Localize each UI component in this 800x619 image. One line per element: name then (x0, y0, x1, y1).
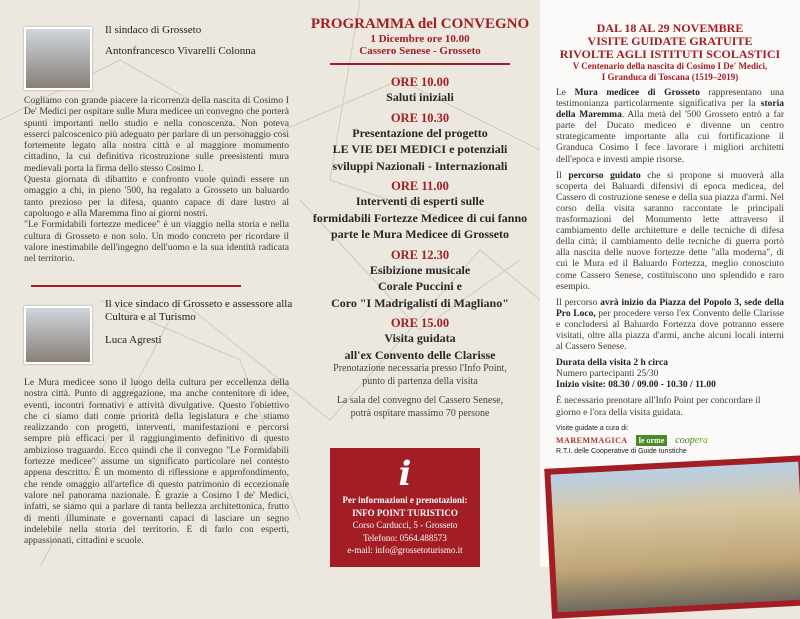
program-item (305, 75, 535, 106)
info-icon: i (398, 454, 412, 494)
program-title: PROGRAMMA del CONVEGNO (310, 16, 530, 32)
mayor-role: Il sindaco di Grosseto (105, 24, 202, 36)
program-time: ORE 10.30 (390, 110, 450, 125)
program-date: 1 Dicembre ore 10.00 (370, 33, 470, 45)
program-line: Corale Puccini e (378, 279, 462, 293)
program-list (305, 70, 535, 420)
program-line: Saluti iniziali (386, 90, 454, 104)
info-box (330, 448, 480, 567)
program-line: all'ex Convento delle Clarisse (344, 347, 496, 362)
capacity-note: potrà ospitare massimo 70 persone (350, 407, 490, 419)
maremmagica-logo: MAREMMAGICA (556, 435, 628, 445)
tour-paragraph: Il percorso guidato che si propone si muoverà alla scoperta dei Baluardi difensivi di epoca medicea, del Cassero di costruzione senese e della sua piazza d'armi. Nel corso della visita saranno raccontate le principali trasformazioni del Monumento lette attraverso il cambiamento delle architetture e delle tecniche di difesa della città; il cambiamento delle tecniche di guerra portò alla nascita delle nuove fortezze dette "alla moderna", di cui le Mura ed il Baluardo Fortezza, meglio conosciuto come Cassero Senese, costituiscono uno splendido e raro esempio. (556, 170, 785, 292)
program-line: sviluppi Nazionali - Internazionali (332, 158, 508, 173)
info-phone: Telefono: 0564.488573 (363, 532, 447, 543)
program-item (305, 179, 535, 243)
right-heading: RIVOLTE AGLI ISTITUTI SCOLASTICI (559, 47, 781, 61)
program-line: Interventi di esperti sulle (355, 194, 485, 208)
program-time: ORE 12.30 (390, 247, 450, 262)
divider (31, 285, 241, 287)
program-item (305, 316, 535, 363)
guides-label: Visite guidate a cura di: (556, 424, 629, 432)
info-heading: Per informazioni e prenotazioni: (342, 495, 468, 505)
mayor-photo (24, 27, 92, 90)
right-subheading: V Centenario della nascita di Cosimo I De' Medici, (572, 61, 768, 71)
booking-info: È necessario prenotare all'Info Point per concordare il giorno e l'ora della visita guidata. (556, 396, 761, 418)
cassero-photo-frame (544, 455, 800, 618)
vice-mayor-name: Luca Agresti (105, 334, 162, 346)
vice-mayor-role: Il vice sindaco di Grosseto e assessore alla Cultura e al Turismo (105, 298, 293, 323)
info-email[interactable]: e-mail: info@grossetoturismo.it (347, 545, 463, 555)
info-address: Corso Carducci, 5 - Grosseto (352, 520, 458, 530)
le-orme-logo: le orme (636, 435, 668, 446)
mayor-paragraph: "Le Formidabili fortezze medicee" è un viaggio nella storia e nella cultura di Grosseto e non solo. Un modo concreto per ricordare il valore inestimabile dell'ingegno dell'uomo e la sua identità radicata nel territorio. (24, 219, 289, 265)
program-line: formidabili Fortezze Medicee di cui fanno (312, 210, 528, 225)
partner-logos (556, 435, 784, 446)
program-line: Visita guidata (384, 331, 456, 345)
program-time: ORE 10.00 (390, 75, 450, 89)
program-time: ORE 11.00 (391, 179, 449, 193)
capacity-note: La sala del convegno del Cassero Senese, (336, 395, 504, 406)
duration: Durata della visita 2 h circa (556, 358, 668, 369)
coop-logo: coop (675, 434, 695, 446)
program-line: Presentazione del progetto (352, 125, 488, 140)
right-heading: VISITE GUIDATE GRATUITE (587, 34, 753, 48)
program-time: ORE 15.00 (390, 316, 450, 330)
participants: Numero partecipanti 25/30 (556, 369, 659, 380)
mayor-message (24, 95, 289, 264)
program-item (305, 248, 535, 312)
rti-label: R.T.I. delle Cooperative di Guide turistiche (556, 447, 687, 455)
divider (330, 63, 510, 65)
program-place: Cassero Senese - Grosseto (359, 45, 481, 57)
booking-note: Prenotazione necessaria presso l'Info Point, (333, 363, 507, 374)
intro-paragraph: Le Mura medicee di Grosseto rappresentano una testimonianza particolarmente significativa per la storia della Maremma. Alla metà del '500 Grosseto entrò a far parte del Ducato mediceo e divenne un centro strategicamente importante alla cui fortificazione il Granduca Cosimo I fece lavorare i migliori architetti dell'epoca e investì ampie risorse. (556, 88, 784, 165)
right-subheading: I Granduca di Toscana (1519–2019) (601, 72, 739, 82)
booking-note: punto di partenza della visita (362, 375, 478, 387)
right-heading: DAL 18 AL 29 NOVEMBRE (596, 21, 744, 35)
era-logo: era (694, 434, 709, 446)
cassero-photo (551, 462, 800, 613)
mayor-name: Antonfrancesco Vivarelli Colonna (105, 45, 256, 57)
program-line: Coro "I Madrigalisti di Magliano" (331, 295, 509, 310)
visit-times: Inizio visite: 08.30 / 09.00 - 10.30 / 11.00 (556, 380, 716, 391)
mayor-paragraph: Cogliamo con grande piacere la ricorrenza della nascita di Cosimo I De' Medici per ospitare sulle Mura medicee un convegno che porterà spunti importanti nello studio e nella conoscenza. Non poteva esserci palcoscenico più adeguato per parlare di un personaggio così fortemente legato alla nostra città e al maggiore monumento cittadino, la cui definitiva ricostruzione sulle preesistenti mura medievali porta la firma dello stesso Cosimo I. (24, 95, 289, 174)
mayor-paragraph: Questa giornata di dibattito e confronto vuole quindi essere un omaggio a chi, in pieno '500, ha regalato a Grosseto un baluardo tanto prezioso per la difesa, quanto capace di dare lustro al capoluogo e alla Maremma fino ai giorni nostri. (24, 174, 289, 219)
vice-mayor-photo (24, 306, 92, 364)
vice-mayor-message: Le Mura medicee sono il luogo della cultura per eccellenza della nostra città. Punto di aggregazione, ma anche contenitore di idee, eventi, incontri formativi e attività divulgative. Questo l'obiettivo che ci siamo dati come priorità della legislatura e che stiamo realizzando con progetti, interventi, manifestazioni e percorsi sempre più efficaci per il raggiungimento definitivo di questo ambizioso traguardo. Ecco quindi che il convegno "Le Formidabili fortezze medicee" assume un significato particolare nel contesto appena descritto. È un momento di riflessione e approfondimento, che rende omaggio all'artefice di questo patrimonio di eccezionale valore nel panorama nazionale. È grazie a Cosimo I de' Medici, infatti, se siamo qui a parlare di tanta bellezza architettonica, frutto di menti illuminate e governanti capaci di lasciare un segno indelebile nella storia del territorio. E di farlo con esperti, appassionati, cittadini e scuole. (24, 377, 289, 547)
start-paragraph: Il percorso avrà inizio da Piazza del Popolo 3, sede della Pro Loco, per procedere verso l'ex Convento delle Clarisse e concludersi al Baluardo Fortezza dove potranno essere visitati, oltre alla piazza d'armi, anche alcuni locali interni al Cassero Senese. (556, 297, 784, 353)
program-item (305, 111, 535, 175)
info-office: INFO POINT TURISTICO (352, 507, 458, 518)
program-line: parte le Mura Medicee di Grosseto (330, 227, 510, 241)
program-line: LE VIE DEI MEDICI e potenziali (332, 142, 508, 156)
program-line: Esibizione musicale (369, 262, 471, 277)
